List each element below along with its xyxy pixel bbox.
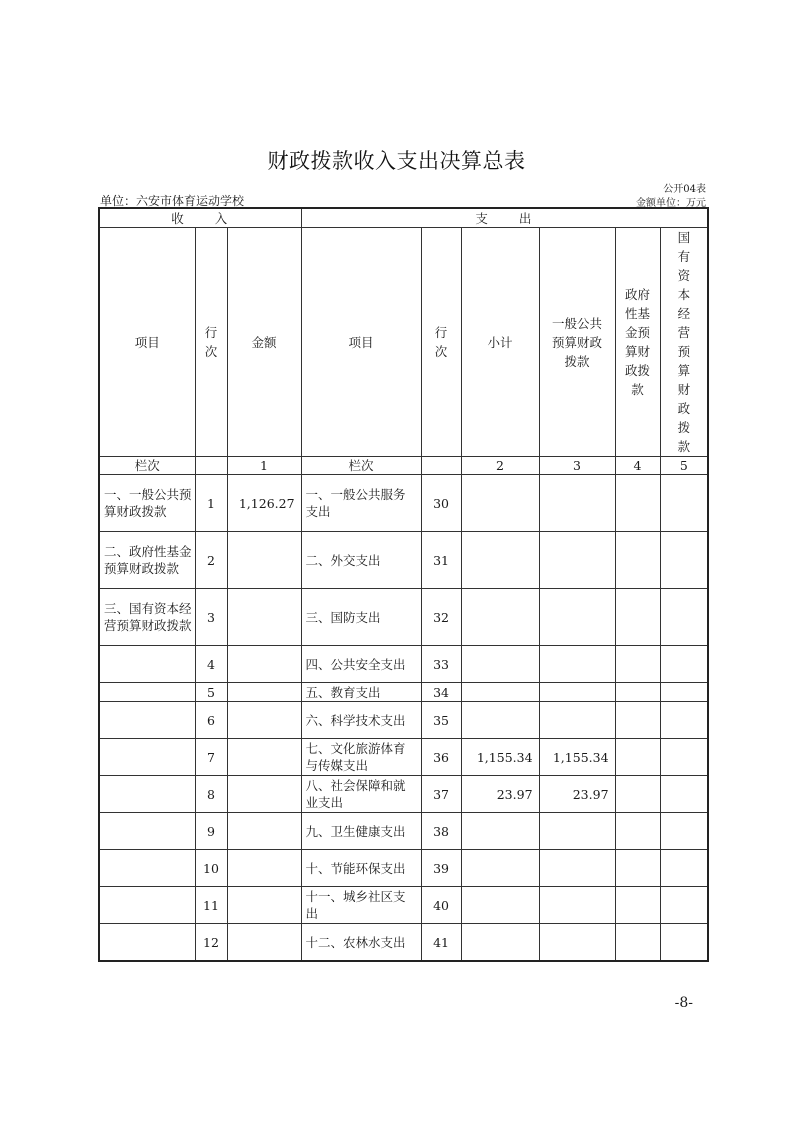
col-no-gov-fund: 4 (615, 457, 660, 475)
cell-expense-item: 十一、城乡社区支出 (301, 887, 421, 924)
header-expense-item: 项目 (301, 228, 421, 457)
cell-income-item: 二、政府性基金预算财政拨款 (99, 532, 195, 589)
cell-expense-item: 十、节能环保支出 (301, 850, 421, 887)
header-state-capital: 国 有 资 本 经 营 预 算 财 政 拨 款 (660, 228, 708, 457)
cell-income-item (99, 739, 195, 776)
income-section-header: 收 入 (99, 208, 301, 228)
cell-state-capital (660, 813, 708, 850)
cell-income-line: 3 (195, 589, 227, 646)
cell-income-line: 9 (195, 813, 227, 850)
cell-state-capital (660, 646, 708, 683)
cell-gov-fund (615, 589, 660, 646)
cell-state-capital (660, 475, 708, 532)
table-row (99, 683, 708, 702)
cell-general-budget (539, 850, 615, 887)
col-no-income-label: 栏次 (99, 457, 195, 475)
cell-subtotal (461, 646, 539, 683)
table-row (99, 813, 708, 850)
cell-expense-item: 九、卫生健康支出 (301, 813, 421, 850)
header-general-budget: 一般公共 预算财政 拨款 (539, 228, 615, 457)
page-number: -8- (674, 995, 693, 1011)
cell-income-line: 4 (195, 646, 227, 683)
cell-general-budget: 1,155.34 (539, 739, 615, 776)
cell-state-capital (660, 850, 708, 887)
cell-income-line: 8 (195, 776, 227, 813)
cell-income-line: 12 (195, 924, 227, 962)
money-unit-label: 金额单位：万元 (636, 198, 706, 209)
cell-general-budget (539, 589, 615, 646)
cell-subtotal (461, 813, 539, 850)
cell-state-capital (660, 739, 708, 776)
table-row (99, 702, 708, 739)
cell-gov-fund (615, 813, 660, 850)
cell-subtotal: 1,155.34 (461, 739, 539, 776)
cell-subtotal (461, 532, 539, 589)
cell-expense-line: 37 (421, 776, 461, 813)
cell-general-budget (539, 683, 615, 702)
header-expense-line: 行 次 (421, 228, 461, 457)
cell-subtotal: 23.97 (461, 776, 539, 813)
cell-income-item (99, 702, 195, 739)
cell-income-item (99, 646, 195, 683)
cell-expense-item: 六、科学技术支出 (301, 702, 421, 739)
header-income-item: 项目 (99, 228, 195, 457)
cell-expense-line: 33 (421, 646, 461, 683)
cell-expense-line: 34 (421, 683, 461, 702)
table-row (99, 924, 708, 962)
cell-income-amount (227, 646, 301, 683)
cell-gov-fund (615, 850, 660, 887)
cell-expense-line: 36 (421, 739, 461, 776)
cell-subtotal (461, 887, 539, 924)
cell-gov-fund (615, 739, 660, 776)
cell-subtotal (461, 475, 539, 532)
cell-expense-item: 三、国防支出 (301, 589, 421, 646)
cell-expense-line: 40 (421, 887, 461, 924)
cell-expense-item: 十二、农林水支出 (301, 924, 421, 962)
cell-subtotal (461, 850, 539, 887)
cell-income-line: 2 (195, 532, 227, 589)
cell-expense-item: 一、一般公共服务支出 (301, 475, 421, 532)
header-subtotal: 小计 (461, 228, 539, 457)
header-income-line: 行 次 (195, 228, 227, 457)
cell-income-amount (227, 702, 301, 739)
cell-state-capital (660, 532, 708, 589)
page-title: 财政拨款收入支出决算总表 (267, 149, 526, 173)
cell-state-capital (660, 924, 708, 962)
cell-income-amount (227, 887, 301, 924)
cell-state-capital (660, 776, 708, 813)
cell-expense-line: 30 (421, 475, 461, 532)
table-row (99, 850, 708, 887)
cell-expense-item: 四、公共安全支出 (301, 646, 421, 683)
cell-income-item: 三、国有资本经营预算财政拨款 (99, 589, 195, 646)
cell-gov-fund (615, 702, 660, 739)
cell-general-budget: 23.97 (539, 776, 615, 813)
form-code: 公开04表 (663, 184, 706, 195)
header-gov-fund: 政府 性基 金预 算财 政拨 款 (615, 228, 660, 457)
table-row (99, 739, 708, 776)
col-no-general-budget: 3 (539, 457, 615, 475)
col-no-subtotal: 2 (461, 457, 539, 475)
cell-income-line: 1 (195, 475, 227, 532)
cell-expense-line: 31 (421, 532, 461, 589)
cell-expense-line: 38 (421, 813, 461, 850)
table-row (99, 532, 708, 589)
cell-income-item: 一、一般公共预算财政拨款 (99, 475, 195, 532)
cell-income-item (99, 776, 195, 813)
cell-income-amount (227, 683, 301, 702)
cell-gov-fund (615, 887, 660, 924)
cell-expense-item: 八、社会保障和就业支出 (301, 776, 421, 813)
cell-subtotal (461, 924, 539, 962)
cell-income-amount (227, 776, 301, 813)
cell-state-capital (660, 887, 708, 924)
cell-income-amount: 1,126.27 (227, 475, 301, 532)
cell-general-budget (539, 887, 615, 924)
cell-gov-fund (615, 532, 660, 589)
cell-income-amount (227, 850, 301, 887)
cell-general-budget (539, 532, 615, 589)
cell-income-amount (227, 924, 301, 962)
cell-income-line: 6 (195, 702, 227, 739)
cell-expense-line: 32 (421, 589, 461, 646)
cell-income-line: 5 (195, 683, 227, 702)
cell-general-budget (539, 702, 615, 739)
cell-expense-line: 41 (421, 924, 461, 962)
cell-expense-item: 二、外交支出 (301, 532, 421, 589)
cell-income-line: 10 (195, 850, 227, 887)
cell-state-capital (660, 683, 708, 702)
expense-section-header: 支 出 (301, 208, 708, 228)
cell-subtotal (461, 589, 539, 646)
cell-income-amount (227, 813, 301, 850)
table-row (99, 589, 708, 646)
cell-expense-line: 35 (421, 702, 461, 739)
cell-gov-fund (615, 475, 660, 532)
cell-income-item (99, 813, 195, 850)
col-no-state-capital: 5 (660, 457, 708, 475)
cell-gov-fund (615, 646, 660, 683)
unit-label: 单位：六安市体育运动学校 (100, 194, 245, 208)
cell-general-budget (539, 924, 615, 962)
cell-gov-fund (615, 924, 660, 962)
cell-income-item (99, 850, 195, 887)
table-row (99, 887, 708, 924)
cell-subtotal (461, 683, 539, 702)
cell-general-budget (539, 646, 615, 683)
cell-gov-fund (615, 683, 660, 702)
table-row (99, 776, 708, 813)
col-no-expense-label: 栏次 (301, 457, 421, 475)
cell-income-item (99, 924, 195, 962)
cell-income-amount (227, 739, 301, 776)
col-no-expense-line (421, 457, 461, 475)
cell-state-capital (660, 702, 708, 739)
cell-state-capital (660, 589, 708, 646)
cell-expense-item: 七、文化旅游体育与传媒支出 (301, 739, 421, 776)
fiscal-summary-table (98, 207, 709, 962)
table-row (99, 646, 708, 683)
cell-general-budget (539, 813, 615, 850)
cell-income-amount (227, 532, 301, 589)
header-income-amount: 金额 (227, 228, 301, 457)
cell-income-line: 7 (195, 739, 227, 776)
col-no-income-line (195, 457, 227, 475)
cell-expense-line: 39 (421, 850, 461, 887)
cell-income-item (99, 683, 195, 702)
cell-general-budget (539, 475, 615, 532)
cell-expense-item: 五、教育支出 (301, 683, 421, 702)
cell-gov-fund (615, 776, 660, 813)
table-row (99, 475, 708, 532)
col-no-income-amount: 1 (227, 457, 301, 475)
cell-subtotal (461, 702, 539, 739)
cell-income-item (99, 887, 195, 924)
cell-income-line: 11 (195, 887, 227, 924)
cell-income-amount (227, 589, 301, 646)
